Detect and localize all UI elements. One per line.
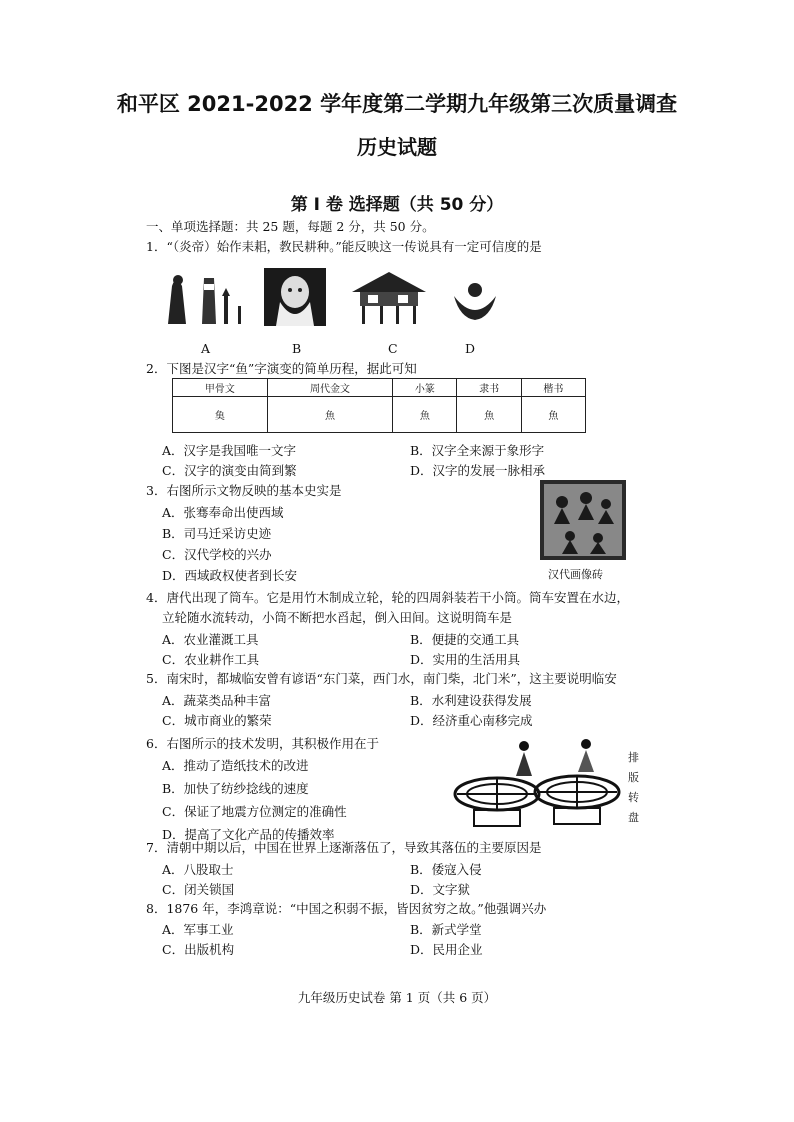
q4-option-d[interactable]: D．实用的生活用具: [410, 652, 521, 667]
table-cell: 魚: [521, 397, 585, 433]
question-7-stem: 7．清朝中期以后，中国在世界上逐渐落伍了，导致其落伍的主要原因是: [146, 840, 542, 855]
q1-label-d: D: [465, 341, 476, 356]
q3-image-han-brick: [540, 480, 626, 564]
q5-option-a[interactable]: A．蔬菜类品种丰富: [162, 693, 272, 708]
question-5-stem: 5．南宋时，都城临安曾有谚语“东门菜，西门水，南门柴，北门米”，这主要说明临安: [146, 671, 617, 686]
table-cell: 𩵋: [173, 397, 268, 433]
q1-image-a: [160, 266, 250, 330]
q6-option-a[interactable]: A．推动了造纸技术的改进: [162, 758, 309, 773]
q7-option-c[interactable]: C．闭关锁国: [162, 882, 235, 897]
question-8-stem: 8．1876 年，李鸿章说：“中国之积弱不振，皆因贫穷之故。”他强调兴办: [146, 901, 547, 916]
q5-option-d[interactable]: D．经济重心南移完成: [410, 713, 533, 728]
table-header: 周代金文: [267, 379, 392, 397]
table-header: 楷书: [521, 379, 585, 397]
table-cell: 魚: [267, 397, 392, 433]
question-2-stem: 2．下图是汉字“鱼”字演变的简单历程，据此可知: [146, 361, 417, 376]
q1-image-b: [264, 268, 326, 330]
q3-option-b[interactable]: B．司马迁采访史迹: [162, 526, 272, 541]
q2-option-a[interactable]: A．汉字是我国唯一文字: [162, 443, 297, 458]
exam-title: 和平区 2021-2022 学年度第二学期九年级第三次质量调查: [116, 92, 678, 116]
q5-option-c[interactable]: C．城市商业的繁荣: [162, 713, 272, 728]
q4-option-a[interactable]: A．农业灌溉工具: [162, 632, 259, 647]
q3-option-d[interactable]: D．西域政权使者到长安: [162, 568, 298, 583]
table-cell: 魚: [457, 397, 521, 433]
q6-option-d[interactable]: D．提高了文化产品的传播效率: [162, 827, 335, 842]
section-title: 第 I 卷 选择题（共 50 分）: [290, 195, 504, 215]
table-header: 甲骨文: [173, 379, 268, 397]
q1-label-b: B: [292, 341, 302, 356]
q8-option-a[interactable]: A．军事工业: [162, 922, 234, 937]
q8-option-c[interactable]: C．出版机构: [162, 942, 235, 957]
q5-option-b[interactable]: B．水利建设获得发展: [410, 693, 532, 708]
q6-option-b[interactable]: B．加快了纺纱捻线的速度: [162, 781, 309, 796]
question-3-stem: 3．右图所示文物反映的基本史实是: [146, 483, 342, 498]
q4-option-c[interactable]: C．农业耕作工具: [162, 652, 260, 667]
q1-image-c: [350, 268, 428, 330]
table-header: 小篆: [393, 379, 457, 397]
q7-option-a[interactable]: A．八股取士: [162, 862, 234, 877]
q6-option-c[interactable]: C．保证了地震方位测定的准确性: [162, 804, 347, 819]
fish-evolution-table: [172, 378, 586, 433]
question-4-stem: 4．唐代出现了筒车。它是用竹木制成立轮，轮的四周斜装若干小筒。筒车安置在水边，: [146, 590, 629, 605]
question-6-stem: 6．右图所示的技术发明，其积极作用在于: [146, 736, 379, 751]
q2-option-c[interactable]: C．汉字的演变由简到繁: [162, 463, 297, 478]
q4-option-b[interactable]: B．便捷的交通工具: [410, 632, 520, 647]
question-1-stem: 1．“（炎帝）始作耒耜，教民耕种。”能反映这一传说具有一定可信度的是: [146, 239, 542, 254]
q1-image-d: [450, 274, 500, 328]
q8-option-b[interactable]: B．新式学堂: [410, 922, 482, 937]
table-cell: 魚: [393, 397, 457, 433]
q3-option-c[interactable]: C．汉代学校的兴办: [162, 547, 272, 562]
q6-image-caption: 排 版 转 盘: [628, 751, 639, 824]
q8-option-d[interactable]: D．民用企业: [410, 942, 483, 957]
q1-label-a: A: [201, 341, 211, 356]
q3-image-caption: 汉代画像砖: [548, 568, 603, 581]
question-4-stem-line2: 立轮随水流转动，小筒不断把水舀起，倒入田间。这说明筒车是: [162, 610, 513, 625]
q7-option-b[interactable]: B．倭寇入侵: [410, 862, 482, 877]
q6-image-type-wheel: [452, 736, 624, 834]
section-intro: 一、单项选择题：共 25 题，每题 2 分，共 50 分。: [146, 219, 435, 234]
q3-option-a[interactable]: A．张骞奉命出使西域: [162, 505, 284, 520]
q7-option-d[interactable]: D．文字狱: [410, 882, 471, 897]
q1-label-c: C: [388, 341, 398, 356]
exam-subtitle: 历史试题: [357, 135, 437, 159]
q2-option-d[interactable]: D．汉字的发展一脉相承: [410, 463, 546, 478]
page-footer: 九年级历史试卷 第 1 页（共 6 页）: [297, 990, 497, 1005]
table-header: 隶书: [457, 379, 521, 397]
q2-option-b[interactable]: B．汉字全来源于象形字: [410, 443, 545, 458]
